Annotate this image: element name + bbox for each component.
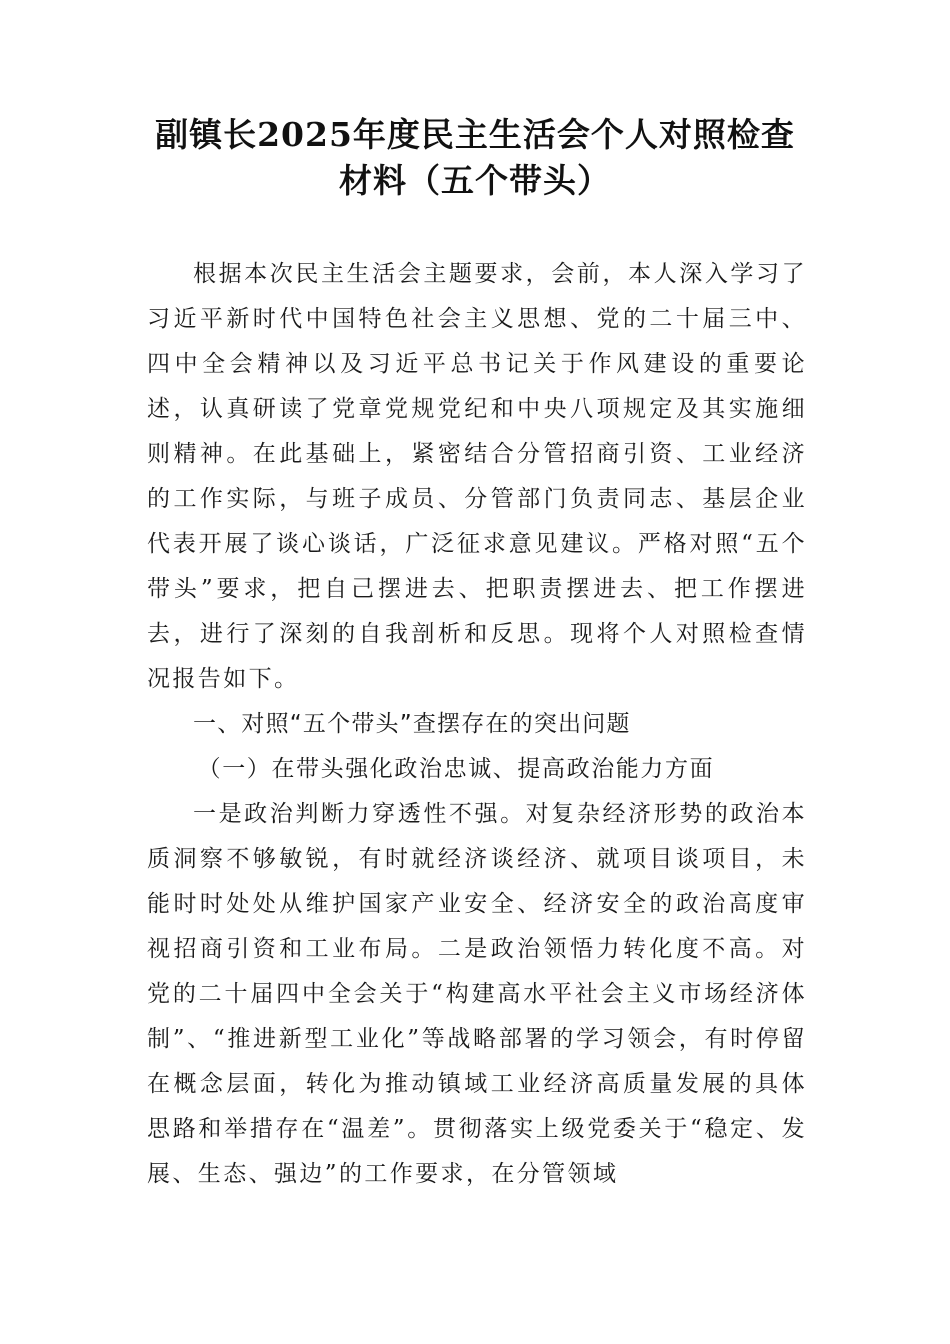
title-line-2: 材料（五个带头） bbox=[339, 161, 611, 200]
document-body bbox=[147, 252, 807, 1197]
subsection-heading-1: （一）在带头强化政治忠诚、提高政治能力方面 bbox=[197, 756, 715, 782]
subsection-1-paragraph: 一是政治判断力穿透性不强。对复杂经济形势的政治本质洞察不够敏锐，有时就经济谈经济、就项目谈项目，未能时时处处从维护国家产业安全、经济安全的政治高度审视招商引资和工业布局。二是政治领悟力转化度不高。对党的二十届四中全会关于“构建高水平社会主义市场经济体制”、“推进新型工业化”等战略部署的学习领会，有时停留在概念层面，转化为推动镇域工业经济高质量发展的具体思路和举措存在“温差”。贯彻落实上级党委关于“稳定、发展、生态、强边”的工作要求，在分管领域 bbox=[147, 801, 807, 1187]
section-heading-1: 一、对照“五个带头”查摆存在的突出问题 bbox=[193, 711, 631, 737]
title-line-1: 副镇长2025年度民主生活会个人对照检查 bbox=[155, 115, 795, 154]
intro-paragraph: 根据本次民主生活会主题要求，会前，本人深入学习了习近平新时代中国特色社会主义思想、党的二十届三中、四中全会精神以及习近平总书记关于作风建设的重要论述，认真研读了党章党规党纪和中央八项规定及其实施细则精神。在此基础上，紧密结合分管招商引资、工业经济的工作实际，与班子成员、分管部门负责同志、基层企业代表开展了谈心谈话，广泛征求意见建议。严格对照“五个带头”要求，把自己摆进去、把职责摆进去、把工作摆进去，进行了深刻的自我剖析和反思。现将个人对照检查情况报告如下。 bbox=[147, 261, 807, 692]
document-title bbox=[130, 112, 820, 204]
